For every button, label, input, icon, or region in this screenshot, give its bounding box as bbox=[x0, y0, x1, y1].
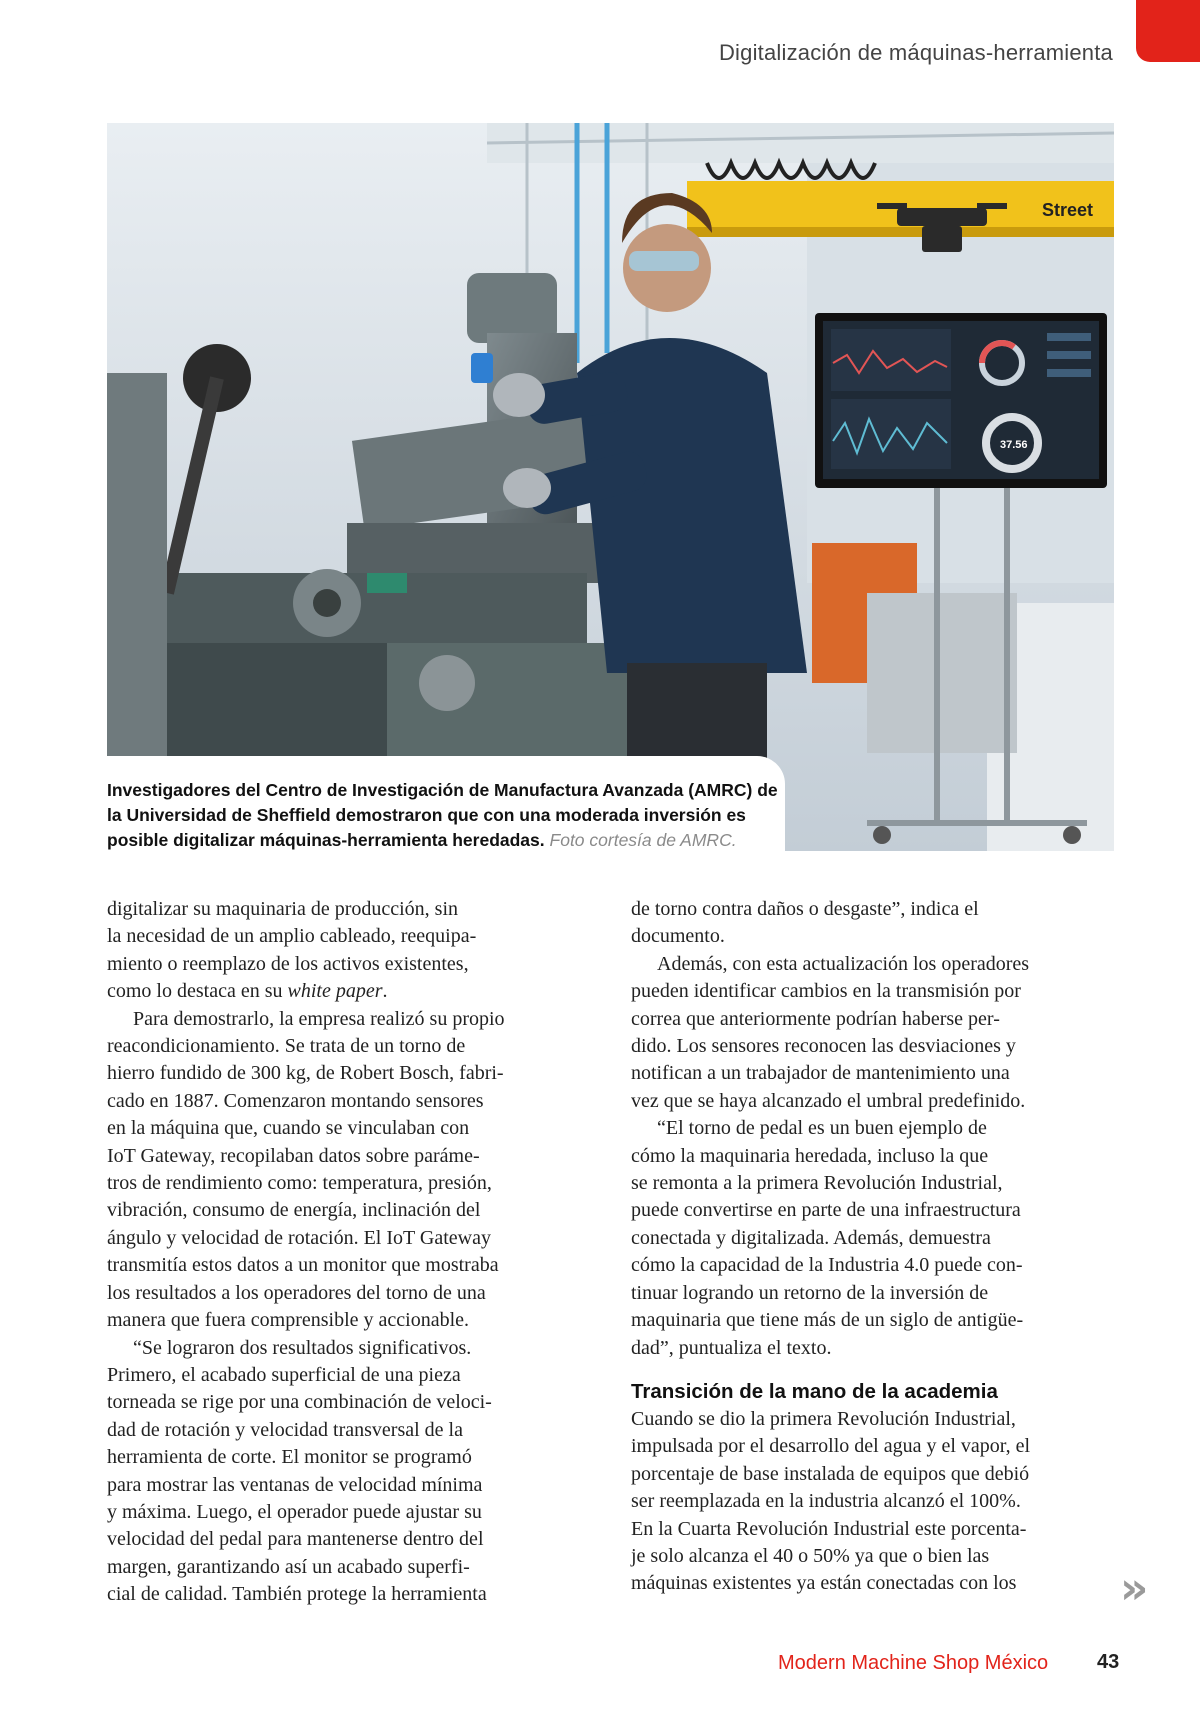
continue-arrow-icon: » bbox=[1120, 1563, 1149, 1614]
text-line: vez que se haya alcanzado el umbral predefinido. bbox=[631, 1089, 1026, 1112]
text-line: cómo la maquinaria heredada, incluso la que bbox=[631, 1144, 989, 1167]
paragraph bbox=[631, 896, 1136, 951]
article-column-left bbox=[107, 896, 612, 1609]
text-line: Cuando se dio la primera Revolución Industrial, bbox=[631, 1407, 1016, 1430]
paragraph bbox=[107, 896, 612, 1006]
text-line: vibración, consumo de energía, inclinación del bbox=[107, 1199, 481, 1222]
section-title: Digitalización de máquinas-herramienta bbox=[718, 40, 1113, 65]
caption-line: Investigadores del Centro de Investigación de Manufactura Avanzada (AMRC) de bbox=[107, 780, 778, 800]
text-line: hierro fundido de 300 kg, de Robert Bosch, fabri- bbox=[107, 1062, 504, 1085]
text-line: máquinas existentes ya están conectadas con los bbox=[631, 1572, 1017, 1595]
text-line: porcentaje de base instalada de equipos que debió bbox=[631, 1462, 1030, 1485]
text-line: se remonta a la primera Revolución Industrial, bbox=[631, 1172, 1003, 1195]
text-line: para mostrar las ventanas de velocidad mínima bbox=[107, 1473, 483, 1496]
paragraph bbox=[631, 951, 1136, 1115]
text-line: IoT Gateway, recopilaban datos sobre paráme- bbox=[107, 1144, 480, 1167]
article-column-right bbox=[631, 896, 1136, 1598]
text-line: Primero, el acabado superficial de una pieza bbox=[107, 1363, 461, 1386]
section-subheading: Transición de la mano de la academia bbox=[631, 1379, 998, 1403]
text-line: miento o reemplazo de los activos existentes, bbox=[107, 952, 469, 975]
photo-caption bbox=[107, 778, 807, 853]
paragraph bbox=[631, 1115, 1136, 1362]
text-line: tros de rendimiento como: temperatura, presión, bbox=[107, 1172, 492, 1195]
photo-credit: Foto cortesía de AMRC. bbox=[549, 830, 737, 850]
italic-term: white paper bbox=[287, 980, 383, 1003]
section-color-tab bbox=[1136, 0, 1200, 62]
text-line: manera que fuera comprensible y accionable. bbox=[107, 1309, 470, 1332]
text-line: Para demostrarlo, la empresa realizó su propio bbox=[133, 1007, 505, 1030]
text-line: “Se lograron dos resultados significativos. bbox=[133, 1336, 472, 1359]
text-line: reacondicionamiento. Se trata de un torno de bbox=[107, 1035, 466, 1058]
text-line: transmitía estos datos a un monitor que mostraba bbox=[107, 1254, 499, 1277]
text-line bbox=[107, 978, 612, 1005]
text-segment: como lo destaca en su bbox=[107, 980, 288, 1003]
publication-name: Modern Machine Shop México bbox=[778, 1652, 1049, 1674]
text-line: ser reemplazada en la industria alcanzó el 100%. bbox=[631, 1490, 1021, 1513]
lathe-lab-illustration bbox=[107, 123, 1114, 851]
text-line: cial de calidad. También protege la herramienta bbox=[107, 1583, 487, 1606]
text-line: je solo alcanza el 40 o 50% ya que o bien las bbox=[631, 1544, 990, 1567]
paragraph bbox=[631, 1406, 1136, 1598]
text-line: en la máquina que, cuando se vinculaban con bbox=[107, 1117, 470, 1140]
text-line: torneada se rige por una combinación de veloci- bbox=[107, 1391, 492, 1414]
paragraph bbox=[107, 1006, 612, 1335]
text-line: Además, con esta actualización los operadores bbox=[657, 952, 1030, 975]
text-line: ángulo y velocidad de rotación. El IoT Gateway bbox=[107, 1226, 491, 1249]
text-line: “El torno de pedal es un buen ejemplo de bbox=[657, 1117, 987, 1140]
article-photo bbox=[107, 123, 1114, 851]
text-line: impulsada por el desarrollo del agua y el vapor, el bbox=[631, 1435, 1031, 1458]
text-line: margen, garantizando así un acabado superfi- bbox=[107, 1555, 470, 1578]
text-line: notifican a un trabajador de mantenimiento una bbox=[631, 1062, 1010, 1085]
text-line: velocidad del pedal para mantenerse dentro del bbox=[107, 1528, 484, 1551]
text-line: digitalizar su maquinaria de producción, sin bbox=[107, 898, 459, 920]
text-line: puede convertirse en parte de una infraestructura bbox=[631, 1199, 1021, 1222]
paragraph bbox=[107, 1335, 612, 1609]
text-line: conectada y digitalizada. Además, demuestra bbox=[631, 1226, 991, 1249]
crane-sign-text: Street bbox=[1042, 200, 1094, 220]
text-line: dido. Los sensores reconocen las desviaciones y bbox=[631, 1035, 1016, 1058]
text-line: cómo la capacidad de la Industria 4.0 puede con- bbox=[631, 1254, 1023, 1277]
text-line: documento. bbox=[631, 925, 725, 948]
text-line: de torno contra daños o desgaste”, indica el bbox=[631, 898, 979, 920]
text-line: cado en 1887. Comenzaron montando sensores bbox=[107, 1089, 484, 1112]
text-line: dad de rotación y velocidad transversal de la bbox=[107, 1418, 463, 1441]
caption-line: la Universidad de Sheffield demostraron que con una moderada inversión es bbox=[107, 805, 746, 825]
page-number: 43 bbox=[1097, 1651, 1120, 1673]
text-line: la necesidad de un amplio cableado, reequipa- bbox=[107, 925, 477, 948]
text-line: y máxima. Luego, el operador puede ajustar su bbox=[107, 1500, 482, 1523]
text-line: los resultados a los operadores del torno de una bbox=[107, 1281, 486, 1304]
text-line: correa que anteriormente podrían haberse per- bbox=[631, 1007, 1000, 1030]
text-line: tinuar logrando un retorno de la inversión de bbox=[631, 1281, 989, 1304]
monitor-value: 37.56 bbox=[1000, 439, 1028, 451]
text-line: dad”, puntualiza el texto. bbox=[631, 1336, 832, 1359]
caption-line: posible digitalizar máquinas-herramienta heredadas. bbox=[107, 830, 545, 850]
text-line: pueden identificar cambios en la transmisión por bbox=[631, 980, 1021, 1003]
text-segment: . bbox=[382, 980, 388, 1003]
text-line: herramienta de corte. El monitor se programó bbox=[107, 1446, 472, 1469]
text-line: En la Cuarta Revolución Industrial este porcenta- bbox=[631, 1517, 1027, 1540]
dashboard-monitor bbox=[815, 313, 1107, 488]
text-line: maquinaria que tiene más de un siglo de antigüe- bbox=[631, 1309, 1024, 1332]
